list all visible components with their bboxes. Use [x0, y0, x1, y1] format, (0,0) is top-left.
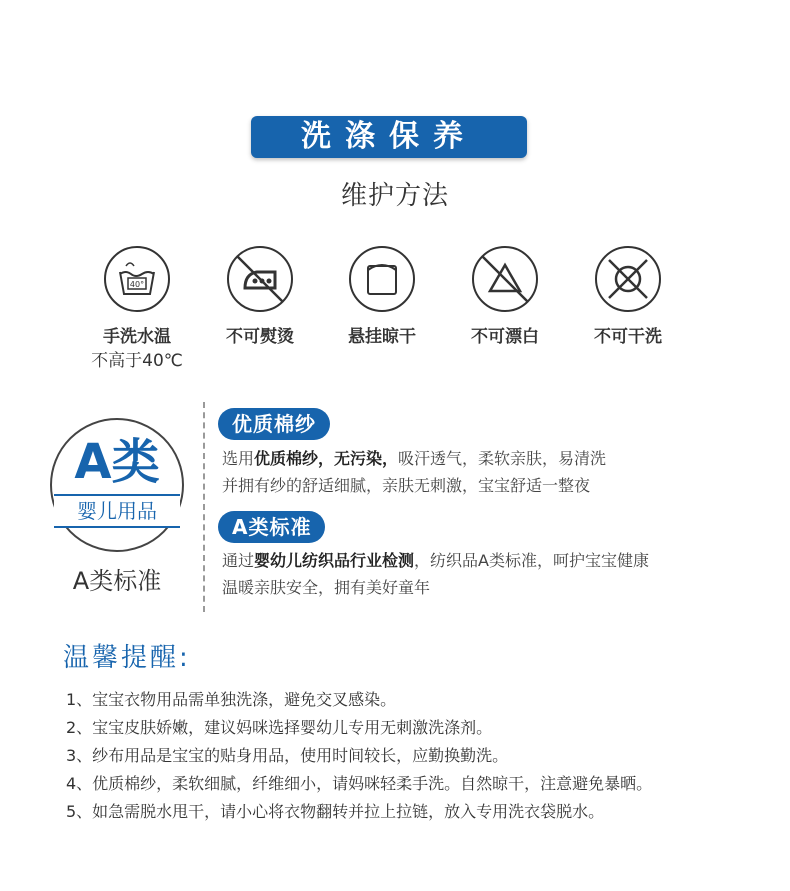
- care-sublabel-hand-wash: 不高于40℃: [91, 351, 183, 371]
- care-banner: 洗涤保养: [251, 116, 527, 158]
- care-label-hand-wash: 手洗水温 不高于40℃: [72, 325, 202, 373]
- tip-item: 1、宝宝衣物用品需单独洗涤，避免交叉感染。: [66, 690, 397, 709]
- feature-desc-cotton-line2: 并拥有纱的舒适细腻，亲肤无刺激，宝宝舒适一整夜: [222, 476, 591, 495]
- tips-list: [66, 686, 652, 826]
- tip-item: 3、纱布用品是宝宝的贴身用品，使用时间较长，应勤换勤洗。: [66, 746, 509, 765]
- feature-pill-cotton: 优质棉纱: [218, 408, 330, 440]
- feature-desc-standard-line1: 通过婴幼儿纺织品行业检测，纺织品A类标准，呵护宝宝健康: [222, 551, 649, 570]
- care-label-no-bleach: 不可漂白: [471, 327, 539, 347]
- tips-title: 温馨提醒:: [63, 643, 191, 673]
- dashed-divider: [203, 402, 205, 612]
- a-grade-badge: [50, 418, 184, 552]
- a-grade-caption: A类标准: [72, 567, 162, 595]
- no-dry-clean-icon: [595, 246, 661, 312]
- feature-desc-standard-line2: 温暖亲肤安全，拥有美好童年: [222, 578, 431, 597]
- a-grade-title: A类: [74, 434, 160, 490]
- care-label-no-dry-clean: 不可干洗: [594, 327, 662, 347]
- feature-pill-standard: A类标准: [218, 511, 325, 543]
- tip-item: 5、如急需脱水甩干，请小心将衣物翻转并拉上拉链，放入专用洗衣袋脱水。: [66, 802, 605, 821]
- no-bleach-icon: [472, 246, 538, 312]
- care-label-no-iron: 不可熨烫: [226, 327, 294, 347]
- tip-item: 2、宝宝皮肤娇嫩，建议妈咪选择婴幼儿专用无刺激洗涤剂。: [66, 718, 493, 737]
- a-grade-band: 婴儿用品: [54, 494, 180, 528]
- section-subtitle: 维护方法: [340, 181, 449, 211]
- care-label-hang-dry: 悬挂晾干: [348, 327, 416, 347]
- hand-wash-40-icon: [104, 246, 170, 312]
- tip-item: 4、优质棉纱，柔软细腻，纤维细小，请妈咪轻柔手洗。自然晾干，注意避免暴晒。: [66, 774, 653, 793]
- wash-temp-badge: 40°: [129, 280, 145, 289]
- no-iron-icon: [227, 246, 293, 312]
- feature-desc-cotton-line1: 选用优质棉纱，无污染，吸汗透气，柔软亲肤，易清洗: [222, 449, 607, 468]
- hang-dry-icon: [349, 246, 415, 312]
